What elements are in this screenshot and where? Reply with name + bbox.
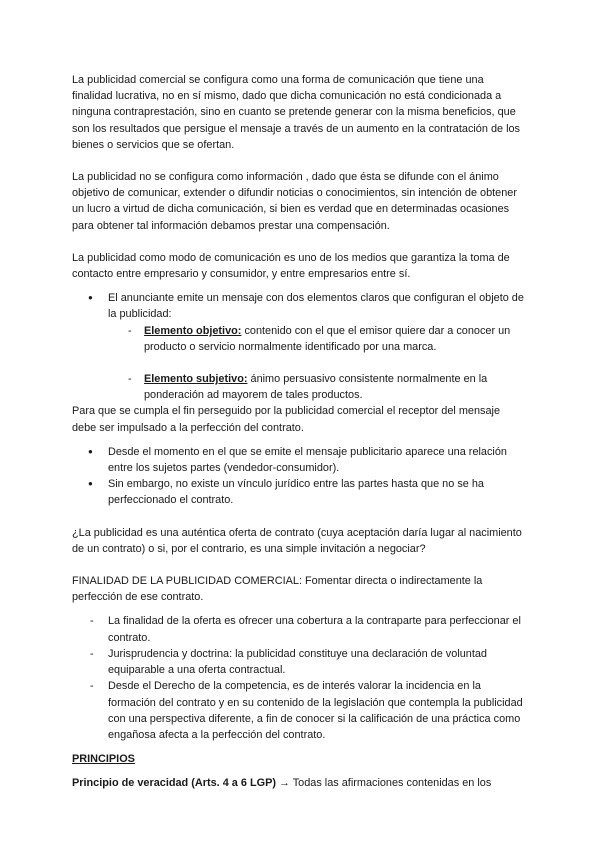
principle-title: Principio de veracidad (Arts. 4 a 6 LGP) <box>72 777 276 790</box>
list-item <box>72 476 524 508</box>
bullet-list <box>72 290 524 322</box>
dash-item-text: Desde el Derecho de la competencia, es de interés valorar la incidencia en la formación del contrato y en su contenido de la legislación que contempla la publicidad con una perspectiva diferente, a fin de conocer si la calificación de una práctica como engañosa afecta a la perfección del contrato. <box>108 680 523 741</box>
bullet-list <box>72 444 524 509</box>
section-heading: PRINCIPIOS <box>72 753 135 766</box>
dash-item-text: Jurisprudencia y doctrina: la publicidad constituye una declaración de voluntad equiparable a una oferta contractual. <box>108 647 487 677</box>
paragraph: La publicidad comercial se configura como una forma de comunicación que tiene una finalidad lucrativa, no en sí mismo, dado que dicha comunicación no está condicionada a ninguna contraprestación, sino en cuanto se pretende generar con la misma beneficios, que son los resultados que persigue el mensaje a través de un aumento en la contratación de los bienes o servicios que se ofertan. <box>72 74 521 151</box>
dash-marker: - <box>90 647 94 660</box>
list-item <box>72 290 524 322</box>
dash-item-text: La finalidad de la oferta es ofrecer una cobertura a la contraparte para perfeccionar el contrato. <box>108 615 521 644</box>
sub-item <box>72 323 524 355</box>
paragraph: La publicidad no se configura como información , dado que ésta se difunde con el ánimo objetivo de comunicar, extender o difundir noticias o conocimientos, sin intención de obtener un lucro a virtud de dicha comunicación, si bien es verdad que en determinadas ocasiones para obtener tal información debamos prestar una compensación. <box>72 171 517 232</box>
principle-text: → Todas las afirmaciones contenidas en los <box>275 777 492 790</box>
paragraph: La publicidad como modo de comunicación es uno de los medios que garantiza la toma de contacto entre empresario y consumidor, y entre empresarios entre sí. <box>72 251 510 281</box>
dash-item <box>72 613 524 645</box>
dash-marker: - <box>90 680 94 693</box>
paragraph: Para que se cumpla el fin perseguido por la publicidad comercial el receptor del mensaje debe ser impulsado a la perfección del contrato. <box>72 405 500 434</box>
list-item-text: Desde el momento en el que se emite el mensaje publicitario aparece una relación entre los sujetos partes (vendedor-consumidor). <box>108 445 507 475</box>
paragraph: ¿La publicidad es una auténtica oferta de contrato (cuya aceptación daría lugar al nacimiento de un contrato) o si, por el contrario, es una simple invitación a negociar? <box>72 526 522 555</box>
sub-item-text: contenido con el que el emisor quiere dar a conocer un producto o servicio normalmente identificado por una marca. <box>144 324 511 353</box>
dash-marker: - <box>128 324 132 337</box>
sub-item-text: ánimo persuasivo consistente normalmente en la ponderación ad mayorem de tales productos. <box>144 373 488 402</box>
dash-marker: - <box>128 373 132 386</box>
list-item-text: El anunciante emite un mensaje con dos elementos claros que configuran el objeto de la publicidad: <box>108 292 524 321</box>
paragraph: FINALIDAD DE LA PUBLICIDAD COMERCIAL: Fomentar directa o indirectamente la perfección de ese contrato. <box>72 575 483 604</box>
list-item <box>72 444 524 476</box>
paragraph <box>72 775 524 791</box>
dash-marker: - <box>90 615 94 628</box>
list-item-text: Sin embargo, no existe un vínculo jurídico entre las partes hasta que no se ha perfeccionado el contrato. <box>108 478 484 507</box>
label-elemento-subjetivo: Elemento subjetivo: <box>144 373 248 386</box>
document-body <box>72 72 524 792</box>
dash-item <box>72 646 524 678</box>
label-elemento-objetivo: Elemento objetivo: <box>144 324 242 337</box>
dash-item <box>72 678 524 743</box>
sub-item <box>72 371 524 403</box>
